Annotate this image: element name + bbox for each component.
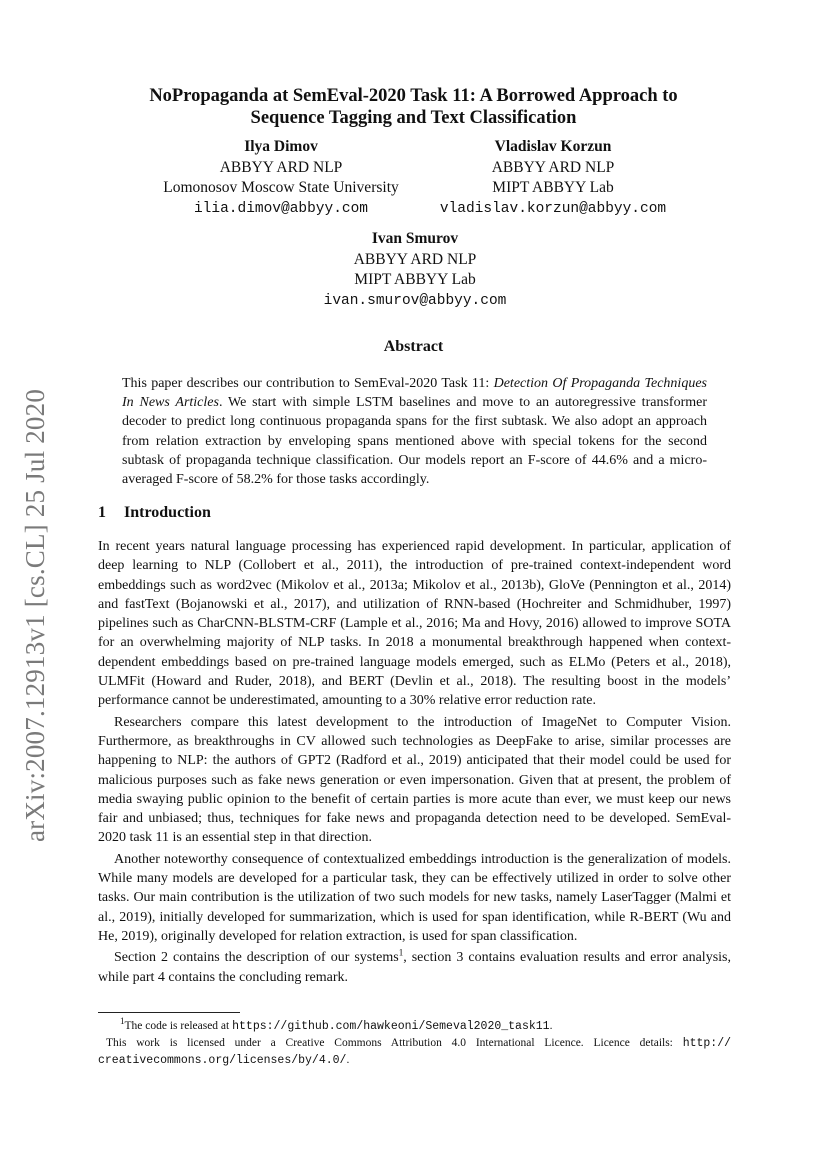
- licence-text: This work is licensed under a Creative Commons Attribution 4.0 International Licence. Licence details:: [106, 1037, 683, 1049]
- footnote-text: The code is released at: [124, 1020, 233, 1032]
- footnote-marker: 1: [120, 1016, 125, 1027]
- arxiv-identifier: arXiv:2007.12913v1 [cs.CL] 25 Jul 2020: [20, 388, 51, 842]
- paragraph: In recent years natural language processing has experienced rapid development. In particular, application of deep learning to NLP (Collobert et al., 2011), the introduction of pre-trained context-independent word embeddings such as word2vec (Mikolov et al., 2013a; Mikolov et al., 2013b), GloVe (Pennington et al., 2014) and fastText (Bojanowski et al., 2017), and utilization of RNN-based (Hochreiter and Schmidhuber, 1997) pipelines such as CharCNN-BLSTM-CRF (Lample et al., 2016; Ma and Hovy, 2016) allowed to improve SOTA for an overwhelming majority of NLP tasks. In 2018 a monumental breakthrough happened when context-dependent embeddings based on pre-trained language models emerged, such as ELMo (Peters et al., 2018), ULMFit (Howard and Ruder, 2018), and BERT (Devlin et al., 2018). The resulting boost in the models’ performance cannot be underestimated, amounting to a 30% relative error reduction rate.: [98, 539, 731, 709]
- abstract-text: [122, 374, 707, 489]
- licence-note: [98, 1035, 731, 1069]
- author-name: Ivan Smurov: [371, 230, 459, 247]
- abstract-part: . We start with simple LSTM baselines and move to an autoregressive transformer decoder to predict long continuous propaganda spans for the first subtask. We also adopt an approach from relation extraction by enveloping spans mentioned above with special tokens for the second subtask of propaganda technique classification. Our models report an F-score of 44.6% and a micro-averaged F-score of 58.2% for those tasks accordingly.: [122, 395, 707, 488]
- footnotes: [98, 1018, 731, 1069]
- author-email[interactable]: vladislav.korzun@abbyy.com: [439, 200, 667, 217]
- paragraph: Researchers compare this latest development to the introduction of ImageNet to Computer Vision. Furthermore, as breakthroughs in CV allowed such technologies as DeepFake to arise, similar processes are happening to NLP: the authors of GPT2 (Radford et al., 2019) anticipated that their model could be used for malicious purposes such as fake news generation or even impersonation. Given that at present, the problem of media swaying public opinion to the benefit of certain parties is more acute than ever, we must keep our news fair and unbiased; thus, techniques for fake news and propaganda detection need to be developed. SemEval-2020 task 11 is an essential step in that direction.: [98, 714, 731, 846]
- paragraph: [98, 948, 731, 987]
- footnote-punct: .: [549, 1020, 553, 1032]
- licence-punct: .: [346, 1054, 350, 1066]
- author-block: [418, 137, 688, 219]
- author-email[interactable]: ivan.smurov@abbyy.com: [323, 292, 507, 309]
- author-affiliation: ABBYY ARD NLP: [353, 250, 477, 268]
- licence-link[interactable]: http://: [682, 1037, 731, 1050]
- code-repo-link[interactable]: https://github.com/hawkeoni/Semeval2020_task11: [232, 1020, 550, 1033]
- abstract-task-title: Detection Of Propaganda Techniques In News Articles: [122, 376, 707, 411]
- abstract-part: This paper describes our contribution to SemEval-2020 Task 11:: [122, 376, 494, 391]
- footnote-1: [98, 1018, 731, 1035]
- section-heading: [98, 504, 211, 522]
- author-affiliation: Lomonosov Moscow State University: [163, 179, 399, 196]
- author-name: Ilya Dimov: [244, 138, 318, 155]
- author-block: [148, 137, 414, 219]
- section-number: 1: [98, 504, 106, 521]
- author-email[interactable]: ilia.dimov@abbyy.com: [193, 200, 369, 217]
- title-line-2: Sequence Tagging and Text Classification: [250, 108, 577, 128]
- title-line-1: NoPropaganda at SemEval-2020 Task 11: A Borrowed Approach to: [149, 86, 678, 106]
- paragraph-text: , section 3 contains evaluation results and error analysis, while part 4 contains the concluding remark.: [98, 950, 731, 985]
- footnote-marker[interactable]: 1: [398, 947, 404, 958]
- author-affiliation: MIPT ABBYY Lab: [354, 271, 476, 288]
- author-block: [290, 229, 540, 311]
- abstract-heading: Abstract: [383, 338, 444, 355]
- licence-link[interactable]: creativecommons.org/licenses/by/4.0/: [98, 1054, 347, 1067]
- arxiv-side-stamp: [14, 375, 58, 855]
- author-affiliation: ABBYY ARD NLP: [491, 158, 615, 176]
- footnote-divider: [98, 1012, 240, 1013]
- section-body: [98, 537, 731, 989]
- paragraph: Another noteworthy consequence of contextualized embeddings introduction is the generalization of models. While many models are developed for a particular task, they can be effectively utilized in order to solve other tasks. Our main contribution is the utilization of two such models for new tasks, namely LaserTagger (Malmi et al., 2019), initially developed for summarization, which is used for span identification, while R-BERT (Wu and He, 2019), originally developed for relation extraction, is used for span classification.: [98, 851, 731, 944]
- section-title: Introduction: [124, 504, 211, 521]
- author-affiliation: ABBYY ARD NLP: [219, 158, 343, 176]
- paragraph-text: Section 2 contains the description of our systems: [114, 950, 399, 966]
- author-name: Vladislav Korzun: [494, 138, 612, 155]
- paper-title: [100, 85, 727, 129]
- author-affiliation: MIPT ABBYY Lab: [492, 179, 614, 196]
